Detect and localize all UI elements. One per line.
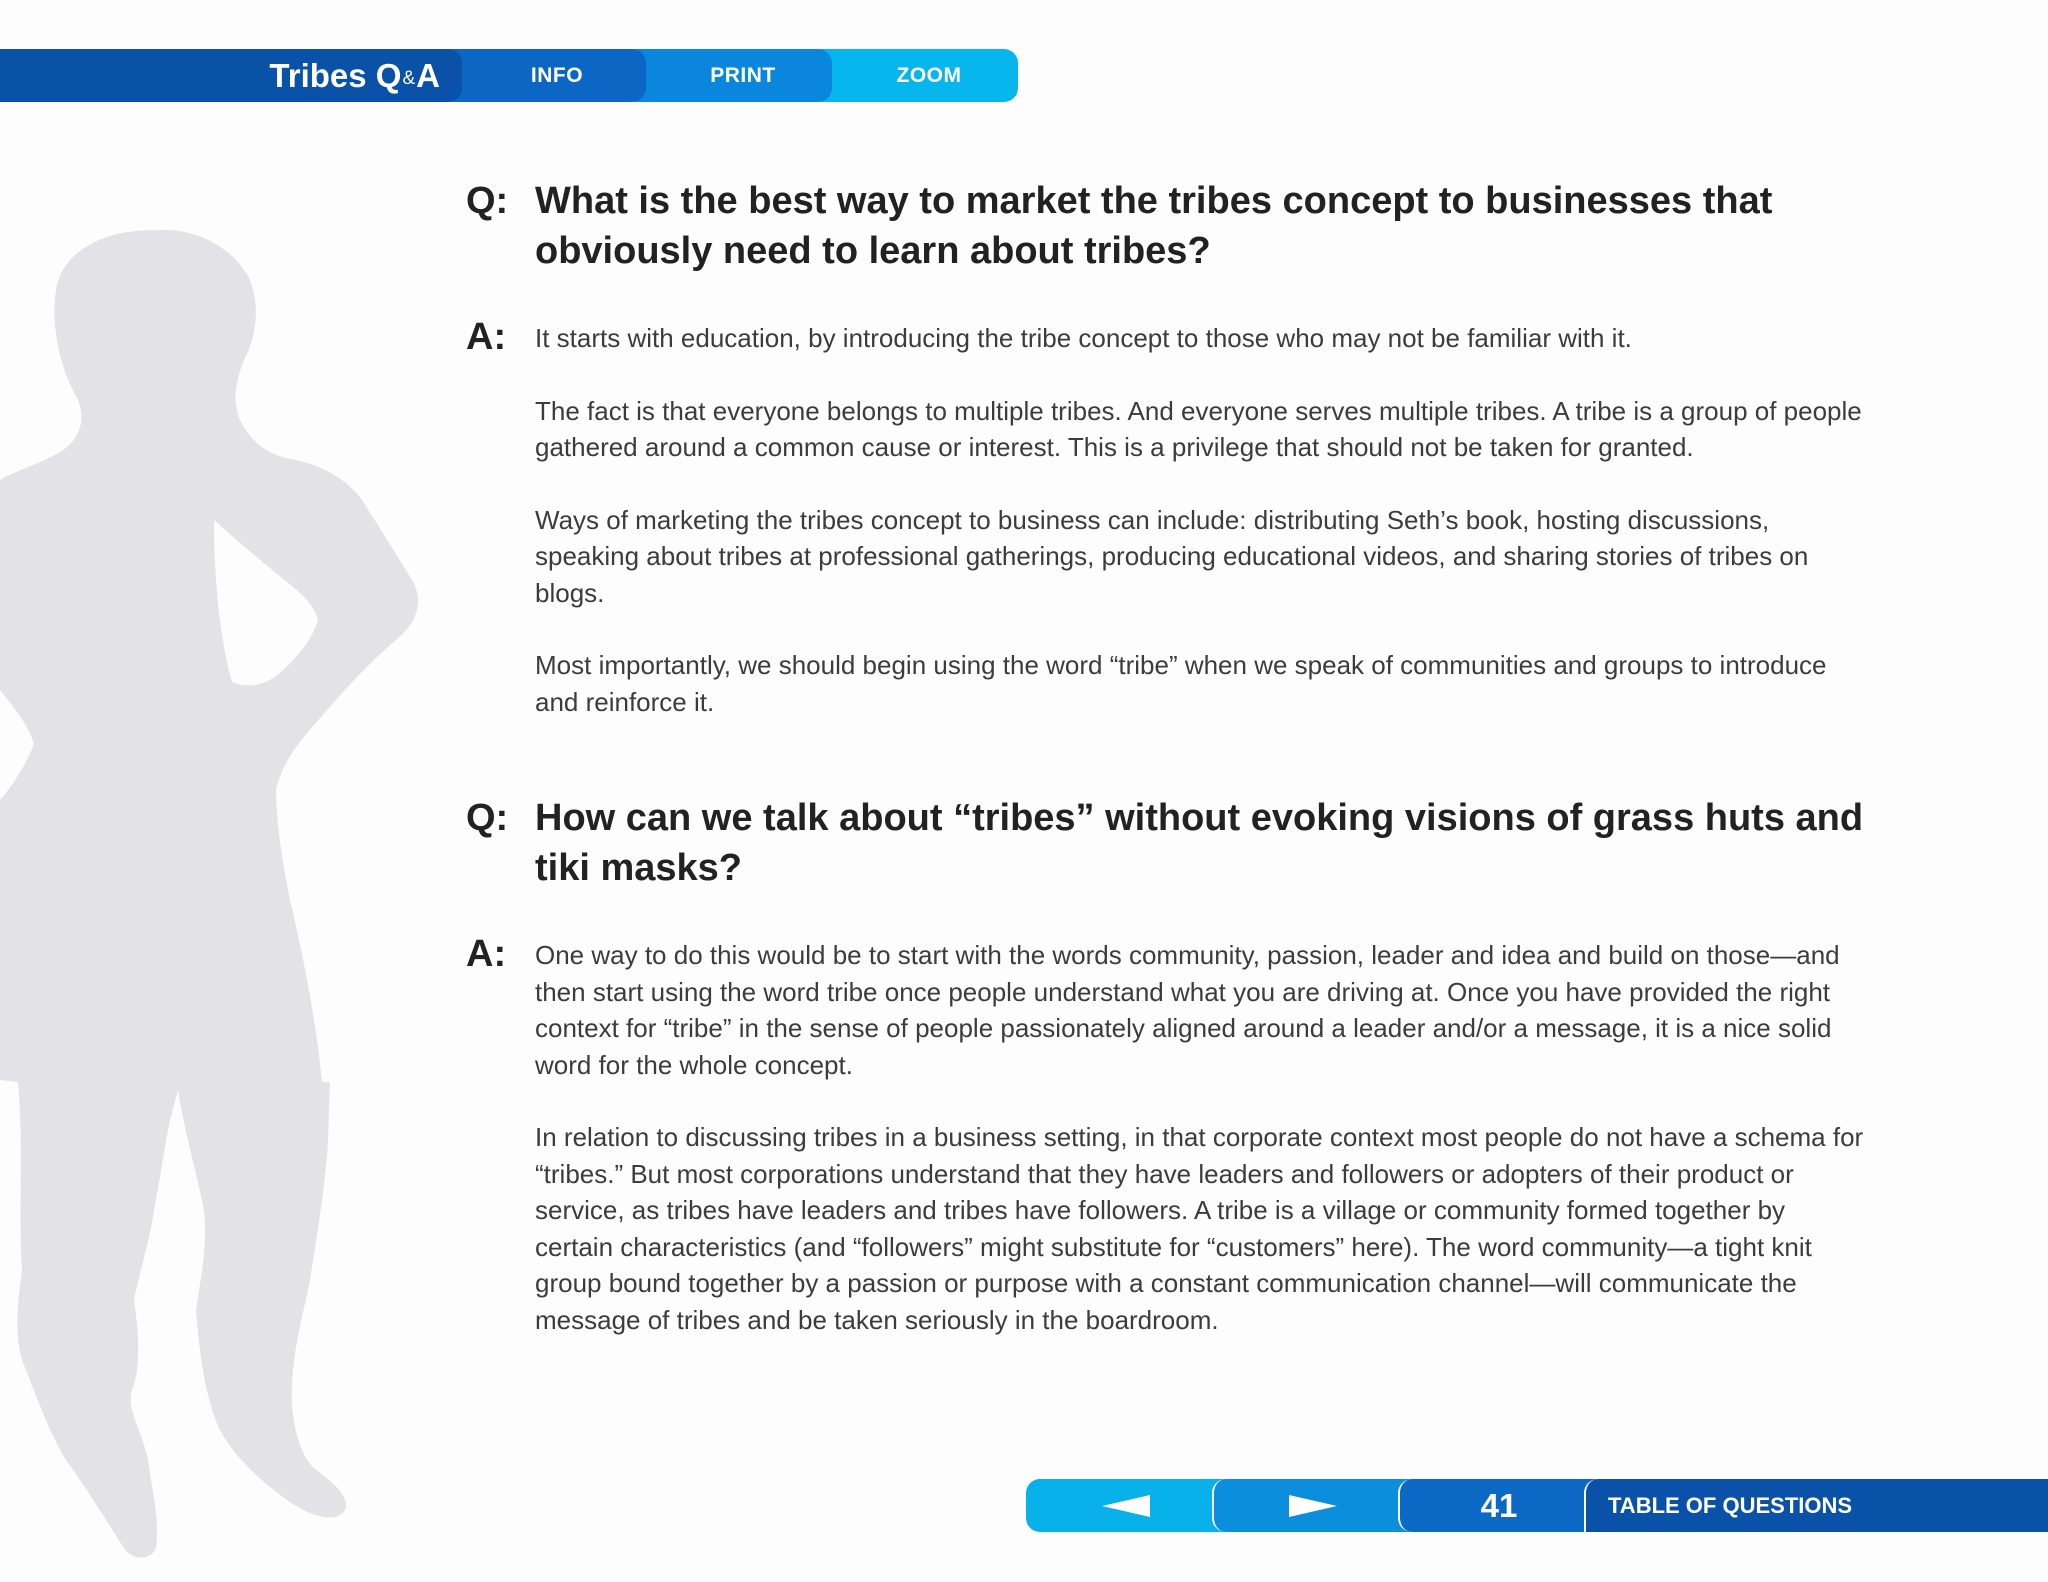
tab-print-label: PRINT <box>710 63 776 87</box>
tab-info-label: INFO <box>530 63 584 87</box>
page-number: 41 <box>1398 1479 1598 1532</box>
top-navigation <box>0 49 1022 102</box>
answer-paragraph: Most importantly, we should begin using the word “tribe” when we speak of communities and groups to introduce and reinforce it. <box>535 650 1827 717</box>
brand-suffix: A <box>416 56 440 94</box>
answer-paragraph: It starts with education, by introducing the tribe concept to those who may not be familiar with it. <box>535 323 1632 353</box>
answer-marker: A: <box>466 933 507 975</box>
arrow-right-icon <box>1289 1495 1337 1517</box>
table-of-questions-label: TABLE OF QUESTIONS <box>1608 1492 1853 1518</box>
tab-print[interactable] <box>632 49 832 102</box>
table-of-questions-button[interactable] <box>1584 1479 2048 1532</box>
bottom-navigation <box>1026 1479 2048 1532</box>
answer-marker: A: <box>466 316 507 358</box>
next-page-button[interactable] <box>1212 1479 1412 1532</box>
tab-zoom[interactable] <box>818 49 1018 102</box>
tab-zoom-label: ZOOM <box>896 63 962 87</box>
tab-info[interactable] <box>446 49 646 102</box>
question-text: How can we talk about “tribes” without evoking visions of grass huts and tiki masks? <box>535 797 1864 889</box>
answer-paragraph: The fact is that everyone belongs to multiple tribes. And everyone serves multiple tribes. A tribe is a group of people gathered around a common cause or interest. This is a privilege that should not be taken for granted. <box>535 395 1862 462</box>
brand-logo[interactable] <box>0 49 462 102</box>
answer-paragraph: Ways of marketing the tribes concept to business can include: distributing Seth’s book, hosting discussions, speaking about tribes at professional gatherings, producing educational videos, and sharing stories of tribes on blogs. <box>535 504 1809 608</box>
brand-ampersand: & <box>402 67 416 89</box>
answer-block-2 <box>466 933 1866 1338</box>
brand-prefix: Tribes Q <box>269 56 402 94</box>
woman-silhouette-image <box>0 0 440 1582</box>
question-block-1 <box>466 176 1866 276</box>
answer-paragraph: One way to do this would be to start with the words community, passion, leader and idea and build on those—and then start using the word tribe once people understand what you are driving at. Once you have provided the right context for “tribe” in the sense of people passionately aligned around a leader and/or a message, it is a nice solid word for the whole concept. <box>535 940 1840 1080</box>
arrow-left-icon <box>1102 1495 1150 1517</box>
question-text: What is the best way to market the tribes concept to businesses that obviously need to learn about tribes? <box>535 180 1773 272</box>
question-marker: Q: <box>466 797 509 839</box>
question-marker: Q: <box>466 180 509 222</box>
answer-block-1 <box>466 316 1866 720</box>
question-block-2 <box>466 793 1866 893</box>
answer-paragraph: In relation to discussing tribes in a business setting, in that corporate context most people do not have a schema for “tribes.” But most corporations understand that they have leaders and followers or adopters of their product or service, as tribes have leaders and tribes have followers. A tribe is a village or community formed together by certain characteristics (and “followers” might substitute for “customers” here). The word community—a tight knit group bound together by a passion or purpose with a constant communication channel—will communicate the message of tribes and be taken seriously in the boardroom. <box>535 1122 1864 1335</box>
previous-page-button[interactable] <box>1026 1479 1226 1532</box>
